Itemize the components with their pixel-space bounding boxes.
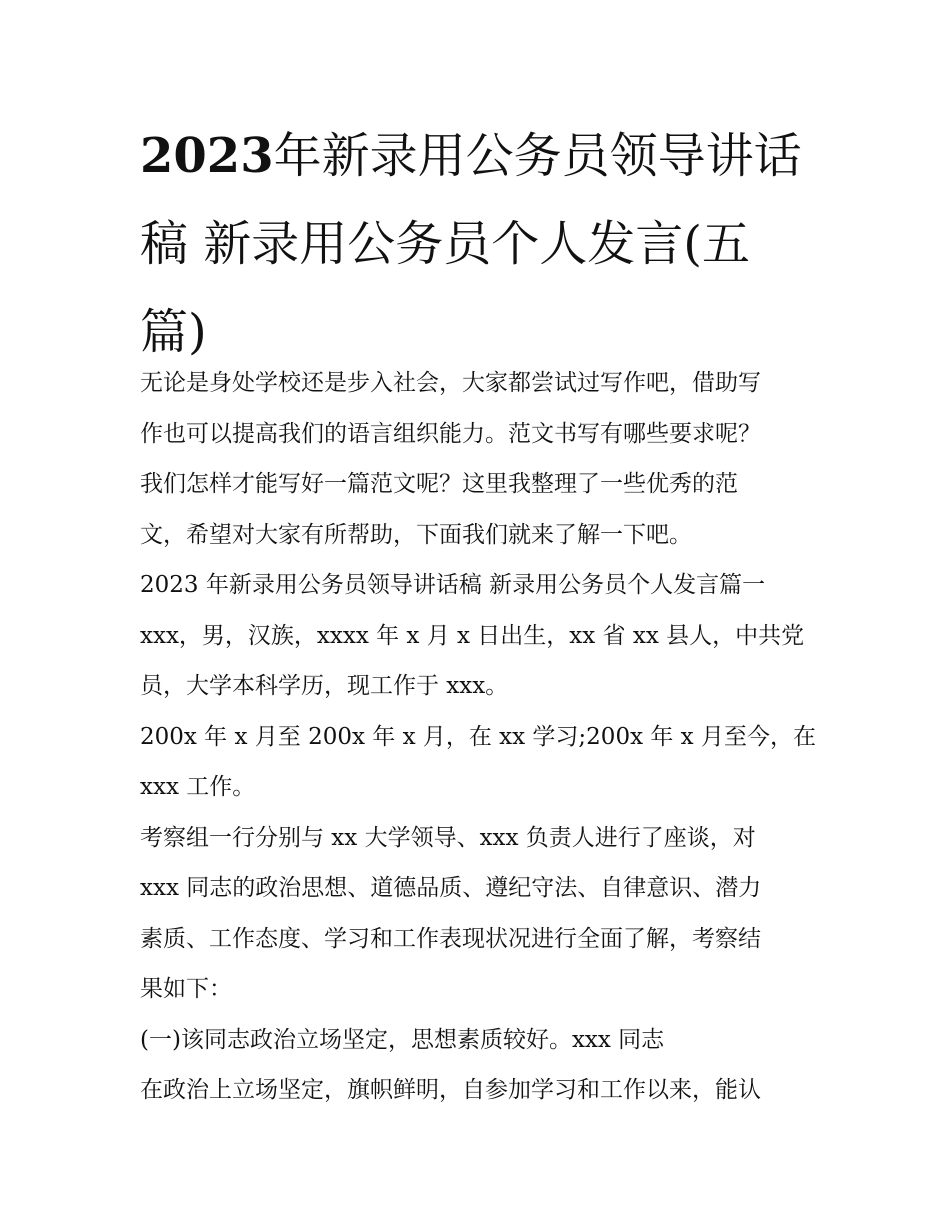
paragraph-history	[140, 712, 830, 813]
text-line: 考察组一行分别与 xx 大学领导、xxx 负责人进行了座谈，对	[140, 824, 756, 851]
text-line: xxx，男，汉族，xxxx 年 x 月 x 日出生，xx 省 xx 县人，中共党	[140, 622, 805, 649]
text-line: 果如下：	[140, 976, 232, 1002]
paragraph-political-stance	[140, 1065, 830, 1116]
paragraph-intro	[140, 358, 830, 560]
title-year: 2023	[140, 128, 274, 184]
paragraph-point-one	[140, 1015, 830, 1066]
title-line-1-text: 年新录用公务员领导讲话	[273, 128, 802, 184]
text-line: xxx 同志的政治思想、道德品质、遵纪守法、自律意识、潜力	[140, 875, 762, 901]
paragraph-inspection	[140, 813, 830, 1015]
paragraph-personal-info	[140, 611, 830, 712]
text-line: 无论是身处学校还是步入社会，大家都尝试过写作吧，借助写	[140, 370, 761, 396]
text-line: 我们怎样才能写好一篇范文呢？这里我整理了一些优秀的范	[140, 471, 738, 497]
paragraph-section-heading	[140, 560, 830, 611]
text-line: 员，大学本科学历，现工作于 xxx。	[140, 673, 509, 699]
text-line: (一)该同志政治立场坚定，思想素质较好。xxx 同志	[140, 1026, 665, 1053]
text-line: 在政治上立场坚定，旗帜鲜明，自参加学习和工作以来，能认	[140, 1077, 761, 1103]
text-line: 素质、工作态度、学习和工作表现状况进行全面了解，考察结	[140, 925, 761, 952]
document-body	[140, 358, 830, 1116]
text-line: 200x 年 x 月至 200x 年 x 月，在 xx 学习;200x 年 x 月至今，在	[140, 723, 816, 750]
title-line-1	[140, 112, 840, 200]
text-line: 作也可以提高我们的语言组织能力。范文书写有哪些要求呢？	[140, 420, 761, 447]
text-line: xxx 工作。	[140, 774, 256, 800]
text-line: 2023 年新录用公务员领导讲话稿 新录用公务员个人发言篇一	[140, 572, 766, 598]
title-line-2: 稿 新录用公务员个人发言(五	[140, 216, 750, 272]
title-line-3: 篇)	[140, 304, 207, 360]
text-line: 文，希望对大家有所帮助，下面我们就来了解一下吧。	[140, 521, 692, 548]
document-title	[140, 112, 840, 376]
